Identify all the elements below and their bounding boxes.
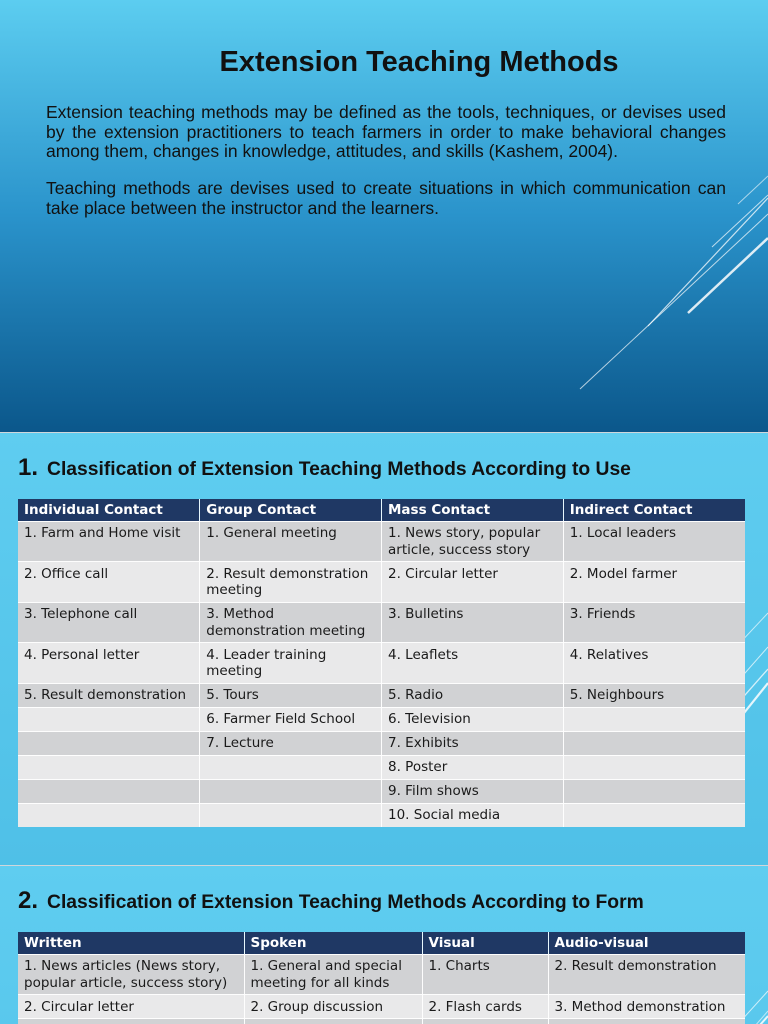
table-cell [422, 1019, 548, 1024]
table-cell: 2. Circular letter [382, 562, 564, 603]
section-heading [18, 453, 631, 483]
table-cell [548, 1019, 745, 1024]
column-header: Indirect Contact [563, 499, 745, 521]
table-row [18, 803, 745, 827]
table-row [18, 995, 745, 1019]
section-title: Classification of Extension Teaching Methods According to Use [47, 459, 631, 480]
table-row [18, 1019, 745, 1024]
table-cell [563, 779, 745, 803]
table-cell: 2. Flash cards [422, 995, 548, 1019]
table-cell [563, 755, 745, 779]
table-cell: 2. Model farmer [563, 562, 745, 603]
table-row [18, 755, 745, 779]
table-cell: 1. Charts [422, 954, 548, 995]
column-header: Mass Contact [382, 499, 564, 521]
table-cell: 3. Method demonstration meeting [200, 602, 382, 643]
table-cell [563, 707, 745, 731]
table-cell: 2. Group discussion [244, 995, 422, 1019]
table-cell: 7. Lecture [200, 731, 382, 755]
table-cell: 5. Result demonstration [18, 683, 200, 707]
table-cell: 1. Farm and Home visit [18, 521, 200, 562]
table-cell: 3. Method demonstration [548, 995, 745, 1019]
table-cell: 1. News story, popular article, success story [382, 521, 564, 562]
classification-by-use-table [18, 499, 745, 827]
table-cell: 1. Local leaders [563, 521, 745, 562]
table-cell: 1. General meeting [200, 521, 382, 562]
column-header: Written [18, 932, 244, 954]
decorative-line [688, 238, 768, 313]
table-cell [18, 803, 200, 827]
table-header-row [18, 932, 745, 954]
slide-1 [0, 0, 768, 432]
slide-3 [0, 866, 768, 1024]
table-cell: 1. News articles (News story, popular article, success story) [18, 954, 244, 995]
table-cell: 2. Office call [18, 562, 200, 603]
table-cell: 9. Film shows [382, 779, 564, 803]
table-row [18, 602, 745, 643]
column-header: Individual Contact [18, 499, 200, 521]
table-cell: 6. Television [382, 707, 564, 731]
column-header: Spoken [244, 932, 422, 954]
column-header: Visual [422, 932, 548, 954]
table-cell: 10. Social media [382, 803, 564, 827]
section-number: 2. [18, 887, 39, 914]
slide-title: Extension Teaching Methods [219, 46, 619, 78]
table-cell [18, 755, 200, 779]
column-header: Group Contact [200, 499, 382, 521]
purpose-paragraph: Teaching methods are devises used to create situations in which communication can take place between the instructor and the learners. [46, 178, 726, 218]
decorative-line [580, 214, 768, 389]
table-row [18, 707, 745, 731]
definition-paragraph: Extension teaching methods may be defined as the tools, techniques, or devises used by the extension practitioners to teach farmers in order to make behavioral changes among them, changes in knowledge, attitudes, and skills (Kashem, 2004). [46, 102, 726, 161]
table-row [18, 562, 745, 603]
table-cell [563, 803, 745, 827]
slide-2 [0, 433, 768, 865]
table-row [18, 779, 745, 803]
table-row [18, 643, 745, 684]
table-cell: 6. Farmer Field School [200, 707, 382, 731]
table-cell: 2. Circular letter [18, 995, 244, 1019]
table-row [18, 521, 745, 562]
table-cell: 4. Leaflets [382, 643, 564, 684]
table-cell: 4. Relatives [563, 643, 745, 684]
slide-body [46, 103, 726, 218]
table-cell [18, 707, 200, 731]
table-cell [563, 731, 745, 755]
table-header-row [18, 499, 745, 521]
section-number: 1. [18, 454, 39, 481]
table-cell [18, 779, 200, 803]
classification-by-form-table [18, 932, 745, 1024]
table-cell: 4. Leader training meeting [200, 643, 382, 684]
table-cell: 5. Tours [200, 683, 382, 707]
table-cell [18, 731, 200, 755]
table-cell [200, 779, 382, 803]
section-title: Classification of Extension Teaching Methods According to Form [47, 892, 644, 913]
table-cell: 3. Bulletins [382, 602, 564, 643]
table-cell [200, 755, 382, 779]
column-header: Audio-visual [548, 932, 745, 954]
table-cell: 3. Telephone call [18, 602, 200, 643]
table-cell: 5. Neighbours [563, 683, 745, 707]
table-row [18, 954, 745, 995]
section-heading [18, 886, 644, 916]
table-cell: 2. Result demonstration [548, 954, 745, 995]
table-cell: 8. Poster [382, 755, 564, 779]
table-cell [244, 1019, 422, 1024]
table-cell [200, 803, 382, 827]
table-cell: 3. Friends [563, 602, 745, 643]
table-cell [18, 1019, 244, 1024]
table-cell: 1. General and special meeting for all kinds [244, 954, 422, 995]
table-cell: 2. Result demonstration meeting [200, 562, 382, 603]
table-row [18, 683, 745, 707]
table-cell: 5. Radio [382, 683, 564, 707]
table-cell: 4. Personal letter [18, 643, 200, 684]
table-row [18, 731, 745, 755]
table-cell: 7. Exhibits [382, 731, 564, 755]
